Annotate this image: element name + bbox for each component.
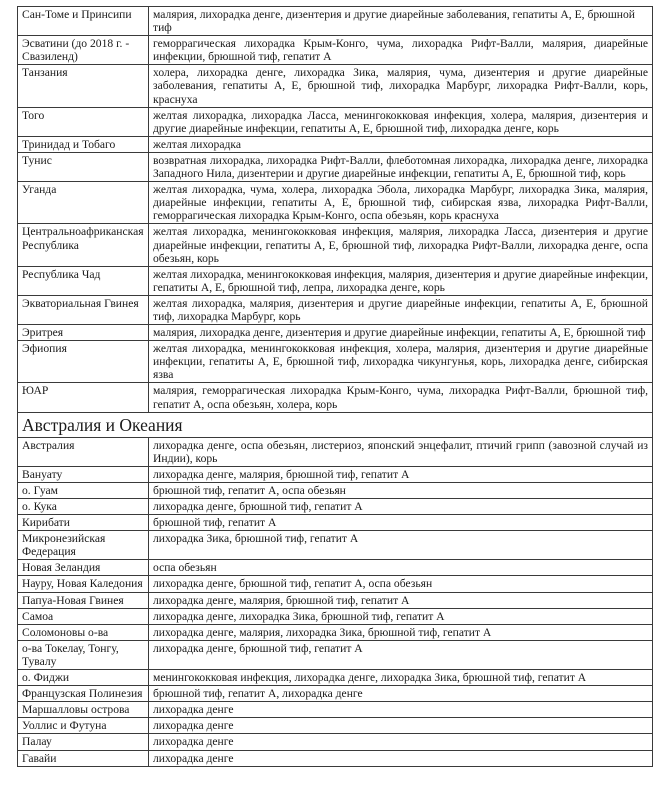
country-cell: Гавайи (18, 750, 149, 766)
diseases-cell: лихорадка денге, лихорадка Зика, брюшной тиф, гепатит А (149, 608, 653, 624)
diseases-cell: желтая лихорадка, менингококковая инфекция, малярия, лихорадка Ласса, дизентерия и другие диарейные инфекции, гепатиты А, Е, брюшной тиф, лихорадка Рифт-Валли, лихорадка денге, оспа обезьян, корь (149, 224, 653, 266)
diseases-cell: малярия, геморрагическая лихорадка Крым-Конго, чума, лихорадка Рифт-Валли, брюшной тиф, гепатит А, оспа обезьян, холера, корь (149, 383, 653, 412)
table-row (18, 640, 653, 669)
country-cell: о. Кука (18, 499, 149, 515)
table-row (18, 718, 653, 734)
table-row (18, 325, 653, 341)
country-cell: Экваториальная Гвинея (18, 295, 149, 324)
table-row (18, 560, 653, 576)
diseases-cell: лихорадка денге, малярия, брюшной тиф, гепатит А (149, 466, 653, 482)
diseases-cell: лихорадка денге (149, 750, 653, 766)
country-cell: ЮАР (18, 383, 149, 412)
country-cell: о. Фиджи (18, 670, 149, 686)
table-row (18, 224, 653, 266)
diseases-cell: лихорадка денге, оспа обезьян, листериоз, японский энцефалит, птичий грипп (завозной случай из Индии), корь (149, 437, 653, 466)
diseases-cell: лихорадка денге, малярия, брюшной тиф, гепатит А (149, 592, 653, 608)
diseases-cell: малярия, лихорадка денге, дизентерия и другие диарейные инфекции, гепатиты А, Е, брюшной тиф (149, 325, 653, 341)
table-row (18, 499, 653, 515)
country-cell: Французская Полинезия (18, 686, 149, 702)
diseases-cell: лихорадка денге (149, 718, 653, 734)
country-cell: Эритрея (18, 325, 149, 341)
diseases-cell: лихорадка денге (149, 702, 653, 718)
country-cell: Науру, Новая Каледония (18, 576, 149, 592)
diseases-cell: лихорадка денге, брюшной тиф, гепатит А (149, 640, 653, 669)
country-cell: о-ва Токелау, Тонгу, Тувалу (18, 640, 149, 669)
country-cell: Новая Зеландия (18, 560, 149, 576)
table-row (18, 266, 653, 295)
diseases-cell: желтая лихорадка, менингококковая инфекция, малярия, дизентерия и другие диарейные инфекции, гепатиты А, Е, брюшной тиф, лепра, лихорадка денге, корь (149, 266, 653, 295)
section-header-row (18, 412, 653, 437)
table-row (18, 152, 653, 181)
country-cell: Эсватини (до 2018 г. - Свазиленд) (18, 36, 149, 65)
diseases-cell: возвратная лихорадка, лихорадка Рифт-Валли, флеботомная лихорадка, лихорадка денге, лихорадка Западного Нила, дизентерии и другие диарейные инфекции, гепатиты А, Е, брюшной тиф, корь (149, 152, 653, 181)
table-row (18, 295, 653, 324)
table-row (18, 466, 653, 482)
diseases-cell: лихорадка денге, брюшной тиф, гепатит А, оспа обезьян (149, 576, 653, 592)
country-cell: Самоа (18, 608, 149, 624)
country-cell: Республика Чад (18, 266, 149, 295)
diseases-cell: геморрагическая лихорадка Крым-Конго, чума, лихорадка Рифт-Валли, малярия, диарейные инфекции, брюшной тиф, гепатит А (149, 36, 653, 65)
country-cell: Папуа-Новая Гвинея (18, 592, 149, 608)
diseases-cell: холера, лихорадка денге, лихорадка Зика, малярия, чума, дизентерия и другие диарейные заболевания, гепатиты А, Е, брюшной тиф, лихорадка Марбург, лихорадка Рифт-Валли, корь, краснуха (149, 65, 653, 107)
diseases-cell: желтая лихорадка, менингококковая инфекция, холера, малярия, дизентерия и другие диарейные инфекции, гепатиты А, Е, брюшной тиф, лихорадка чикунгунья, корь, лихорадка денге, сибирская язва (149, 341, 653, 383)
country-cell: Палау (18, 734, 149, 750)
diseases-cell: лихорадка денге, брюшной тиф, гепатит А (149, 499, 653, 515)
diseases-cell: желтая лихорадка, лихорадка Ласса, менингококковая инфекция, холера, малярия, дизентерия и другие диарейные инфекции, гепатиты А, Е, брюшной тиф, лихорадка денге, корь (149, 107, 653, 136)
country-cell: Тринидад и Тобаго (18, 136, 149, 152)
table-row (18, 107, 653, 136)
diseases-cell: лихорадка денге, малярия, лихорадка Зика, брюшной тиф, гепатит А (149, 624, 653, 640)
country-cell: Сан-Томе и Принсипи (18, 7, 149, 36)
table-row (18, 702, 653, 718)
table-row (18, 592, 653, 608)
diseases-cell: оспа обезьян (149, 560, 653, 576)
table-row (18, 136, 653, 152)
country-cell: Уоллис и Футуна (18, 718, 149, 734)
table-row (18, 65, 653, 107)
country-cell: Микронезийская Федерация (18, 531, 149, 560)
disease-table (17, 6, 653, 767)
diseases-cell: брюшной тиф, гепатит А (149, 515, 653, 531)
diseases-cell: желтая лихорадка, чума, холера, лихорадка Эбола, лихорадка Марбург, лихорадка Зика, малярия, диарейные инфекции, гепатиты А, Е, брюшной тиф, сибирская язва, лихорадка Рифт-Валли, геморрагическая лихорадка Крым-Конго, оспа обезьян, корь краснуха (149, 182, 653, 224)
table-row (18, 576, 653, 592)
country-cell: Уганда (18, 182, 149, 224)
table-row (18, 624, 653, 640)
country-cell: Того (18, 107, 149, 136)
country-cell: Эфиопия (18, 341, 149, 383)
table-row (18, 531, 653, 560)
diseases-cell: лихорадка Зика, брюшной тиф, гепатит А (149, 531, 653, 560)
oceania-section-body (18, 412, 653, 766)
diseases-cell: брюшной тиф, гепатит А, лихорадка денге (149, 686, 653, 702)
diseases-cell: брюшной тиф, гепатит А, оспа обезьян (149, 482, 653, 498)
africa-section-body (18, 7, 653, 413)
table-row (18, 734, 653, 750)
table-row (18, 36, 653, 65)
table-row (18, 670, 653, 686)
table-row (18, 383, 653, 412)
country-cell: Центральноафриканская Республика (18, 224, 149, 266)
table-row (18, 686, 653, 702)
table-row (18, 515, 653, 531)
diseases-cell: малярия, лихорадка денге, дизентерия и другие диарейные заболевания, гепатиты А, Е, брюшной тиф (149, 7, 653, 36)
country-cell: Тунис (18, 152, 149, 181)
table-row (18, 608, 653, 624)
country-cell: Вануату (18, 466, 149, 482)
table-row (18, 341, 653, 383)
country-cell: Маршалловы острова (18, 702, 149, 718)
diseases-cell: менингококковая инфекция, лихорадка денге, лихорадка Зика, брюшной тиф, гепатит А (149, 670, 653, 686)
diseases-cell: желтая лихорадка (149, 136, 653, 152)
diseases-cell: лихорадка денге (149, 734, 653, 750)
table-row (18, 182, 653, 224)
country-cell: Австралия (18, 437, 149, 466)
country-cell: Танзания (18, 65, 149, 107)
table-row (18, 482, 653, 498)
country-cell: Соломоновы о-ва (18, 624, 149, 640)
country-cell: о. Гуам (18, 482, 149, 498)
table-row (18, 437, 653, 466)
section-heading: Австралия и Океания (18, 412, 653, 437)
diseases-cell: желтая лихорадка, малярия, дизентерия и другие диарейные инфекции, гепатиты А, Е, брюшной тиф, лихорадка Марбург, корь (149, 295, 653, 324)
country-cell: Кирибати (18, 515, 149, 531)
table-row (18, 750, 653, 766)
table-row (18, 7, 653, 36)
